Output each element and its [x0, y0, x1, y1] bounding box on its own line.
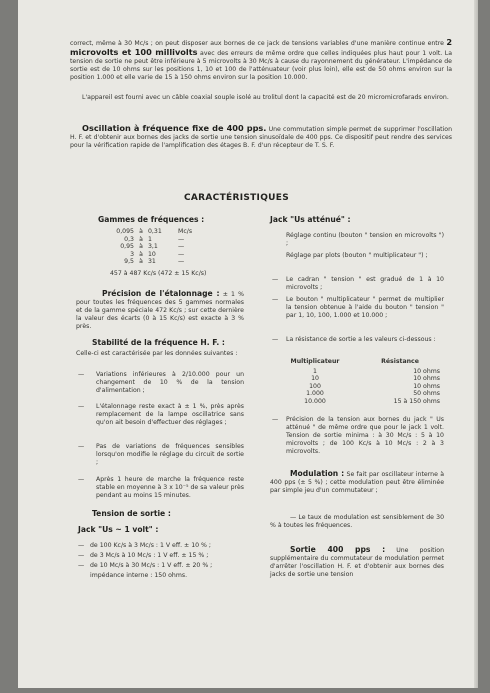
list-item: L'étalonnage reste exact à ± 1 %, près après remplacement de la lampe oscillatrice sans qu'on ait besoin d'effectuer des réglages ;: [96, 403, 244, 426]
calibration-title: Précision de l'étalonnage :: [102, 289, 220, 298]
table-row: 1.000 50 ohms: [306, 390, 440, 398]
output-voltage-title: Tension de sortie :: [92, 509, 171, 518]
precision-dash: —: [272, 416, 279, 423]
jack-dash: —: [78, 542, 85, 549]
stability-title: Stabilité de la fréquence H. F. :: [92, 338, 225, 347]
stability-dash: —: [78, 403, 85, 410]
attenuator-dash: —: [272, 296, 279, 303]
attenuator-dash: —: [272, 336, 279, 343]
list-item: Réglage continu (bouton " tension en microvolts ") ;: [286, 232, 444, 247]
table-row: 10.000 15 à 150 ohms: [304, 397, 440, 405]
fixed-frequency-heading: Oscillation à fréquence fixe de 400 pps.: [82, 123, 267, 133]
stability-dash: —: [78, 443, 85, 450]
table-header: Multiplicateur Résistance: [290, 358, 419, 365]
table-row: 1 10 ohms: [313, 367, 440, 375]
list-item: La résistance de sortie a les valeurs ci-dessous :: [286, 336, 436, 343]
table-row: 0,95 à 3,1 —: [120, 243, 185, 251]
table-row: 0,095 à 0,31 Mc/s: [116, 228, 193, 235]
table-row: 0,3 à 1 —: [124, 235, 185, 243]
table-row: 9,5 à 31 —: [124, 258, 185, 266]
frequency-ranges-title: Gammes de fréquences :: [98, 215, 205, 224]
attenuator-dash: —: [272, 276, 279, 283]
resistance-table: [270, 358, 440, 406]
document-page: [18, 0, 478, 688]
output-400-paragraph: Sortie 400 pps : Une position supplémentaire du commutateur de modulation permet d'arrêter l'oscillation H. F. et d'obtenir aux bornes des jacks de sortie une tension: [270, 545, 445, 578]
table-row: 100 10 ohms: [309, 382, 440, 390]
impedance-text: impédance interne : 150 ohms.: [90, 572, 188, 579]
table-row: 3 à 10 —: [130, 250, 185, 258]
special-range: 457 à 487 Kc/s (472 ± 15 Kc/s): [110, 270, 207, 277]
intro-paragraph-1: correct, même à 30 Mc/s ; on peut disposer aux bornes de ce jack de tensions variables d'une manière continue entre 2 microvolts et 100 millivolts avec des erreurs de même ordre que celles indiquées plus haut pour 1 volt. La tension de sortie ne peut être inférieure à 5 microvolts à 30 Mc/s à cause du rayonnement du générateur. L'impédance de sortie est de 10 ohms sur les positions 1, 10 et 100 de l'atténuateur (voir plus loin), elle est de 50 ohms environ sur la position 1.000 et elle varie de 15 à 150 ohms environ sur la position 10.000.: [70, 37, 453, 81]
list-item: Réglage par plots (bouton " multiplicateur ") ;: [286, 252, 428, 259]
list-item: Le bouton " multiplicateur " permet de multiplier la tension obtenue à l'aide du bouton " tension " par 1, 10, 100, 1.000 et 10.000 ;: [286, 296, 444, 319]
intro-paragraph-2: L'appareil est fourni avec un câble coaxial souple isolé au trolitul dont la capacité est de 20 micromicrofarads environ.: [82, 94, 449, 101]
modulation-rate: — Le taux de modulation est sensiblement de 30 % à toutes les fréquences.: [270, 514, 445, 529]
jack-attenuated-title: Jack "Us atténué" :: [270, 215, 351, 224]
list-item: de 3 Mc/s à 10 Mc/s : 1 V eff. ± 15 % ;: [90, 552, 209, 559]
precision-paragraph: Précision de la tension aux bornes du jack " Us atténué " de même ordre que pour le jack 1 volt. Tension de sortie minima : à 30 Mc/s : 5 à 10 microvolts ; de 100 Kc/s à 10 Mc/s : 2 à 3 microvolts.: [286, 416, 444, 455]
list-item: de 10 Mc/s à 30 Mc/s : 1 V eff. ± 20 % ;: [90, 562, 213, 569]
jack-dash: —: [78, 562, 85, 569]
list-item: Variations inférieures à 2/10.000 pour un changement de 10 % de la tension d'alimentation ;: [96, 371, 244, 394]
list-item: Le cadran " tension " est gradué de 1 à 10 microvolts ;: [286, 276, 444, 291]
list-item: Après 1 heure de marche la fréquence reste stable en moyenne à 3 x 10⁻⁵ de sa valeur près pendant au moins 15 minutes.: [96, 476, 244, 499]
jack-1volt-title: Jack "Us ~ 1 volt" :: [78, 525, 159, 534]
highlight-range: 2 microvolts et 100 millivolts: [70, 37, 453, 57]
list-item: Pas de variations de fréquences sensibles lorsqu'on modifie le réglage du circuit de sortie ;: [96, 443, 244, 466]
characteristics-title: CARACTÉRISTIQUES: [184, 193, 289, 203]
table-row: 10 10 ohms: [311, 375, 440, 383]
modulation-title: Modulation :: [290, 469, 345, 478]
intro-paragraph-3: Oscillation à fréquence fixe de 400 pps. Une commutation simple permet de supprimer l'oscillation H. F. et d'obtenir aux bornes des jacks de sortie une tension sinusoïdale de 400 pps. Ce dispositif peut rendre des services pour la vérification rapide de l'amplification des étages B. F. d'un récepteur de T. S. F.: [70, 123, 453, 149]
jack-dash: —: [78, 552, 85, 559]
calibration-paragraph: Précision de l'étalonnage : ± 1 % pour toutes les fréquences des 5 gammes normales et de la gamme spéciale 472 Kc/s ; sur cette dernière la valeur des écarts (0 à 15 Kc/s) est exacte à 3 % près.: [76, 289, 245, 330]
frequency-ranges-table: [98, 228, 218, 266]
modulation-paragraph: Modulation : Se fait par oscillateur interne à 400 pps (± 5 %) ; cette modulation peut être éliminée par simple jeu d'un commutateur ;: [270, 469, 444, 494]
stability-dash: —: [78, 371, 85, 378]
list-item: de 100 Kc/s à 3 Mc/s : 1 V eff. ± 10 % ;: [90, 542, 211, 549]
output-400-title: Sortie 400 pps :: [290, 545, 386, 554]
stability-dash: —: [78, 476, 85, 483]
stability-intro: Celle-ci est caractérisée par les données suivantes :: [76, 350, 238, 357]
